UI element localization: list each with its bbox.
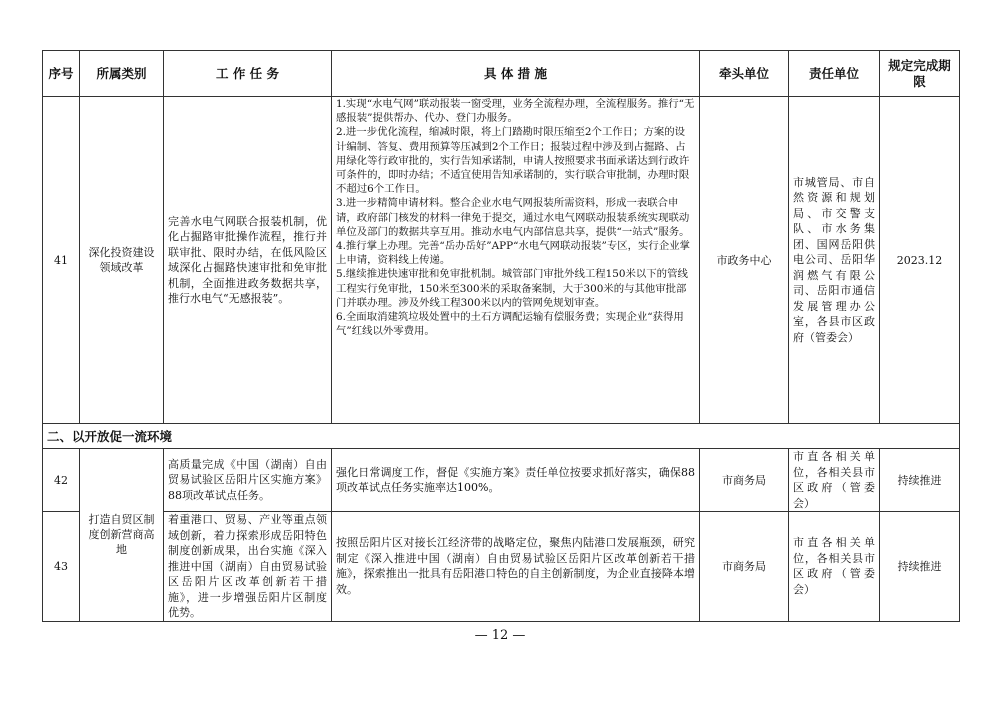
table-row-41: [43, 97, 960, 424]
row43-task: 着重港口、贸易、产业等重点领域创新，着力探索形成岳阳特色制度创新成果，出台实施《深入推进中国（湖南）自由贸易试验区岳阳片区改革创新若干措施》，进一步增强岳阳片区制度优势。: [164, 512, 332, 622]
row43-measures: 按照岳阳片区对接长江经济带的战略定位，聚焦内陆港口发展瓶颈，研究制定《深入推进中国（湖南）自由贸易试验区岳阳片区改革创新若干措施》，探索推出一批具有岳阳港口特色的自主创新制度，为企业直接降本增效。: [332, 512, 700, 622]
row43-responsible: 市直各相关单位，各相关县市区政府（管委会）: [789, 512, 880, 622]
row42-responsible: 市直各相关单位，各相关县市区政府（管委会）: [789, 449, 880, 512]
row42-deadline: 持续推进: [880, 449, 960, 512]
row41-deadline: 2023.12: [880, 97, 960, 424]
row41-lead: 市政务中心: [700, 97, 789, 424]
row43-deadline: 持续推进: [880, 512, 960, 622]
header-lead: 牵头单位: [700, 51, 789, 97]
row41-task: 完善水电气网联合报装机制，优化占掘路审批操作流程，推行并联审批、限时办结，在低风险区域深化占掘路快速审批和免审批机制，全面推进政务数据共享，推行水电气“无感报装”。: [164, 97, 332, 424]
header-seq: 序号: [43, 51, 80, 97]
row42-lead: 市商务局: [700, 449, 789, 512]
row41-responsible: 市城管局、市自然资源和规划局、市交警支队、市水务集团、国网岳阳供电公司、岳阳华润燃气有限公司、岳阳市通信发展管理办公室，各县市区政府（管委会）: [789, 97, 880, 424]
header-category: 所属类别: [80, 51, 164, 97]
row43-seq: 43: [43, 512, 80, 622]
row41-measure-1: 1.实现“水电气网”联动报装一窗受理，业务全流程办理，全流程服务。推行“无感报装”提供帮办、代办、登门办服务。: [336, 98, 695, 125]
row42-seq: 42: [43, 449, 80, 512]
row41-measure-2: 2.进一步优化流程，缩减时限，将上门踏勘时限压缩至2个工作日；方案的设计编制、答复、费用预算等压减到2个工作日；报装过程中涉及到占掘路、占用绿化等行政审批的，实行告知承诺制，申请人按照要求书面承诺达到行政许可条件的，即时办结；不适宜使用告知承诺制的，实行联合审批制，办理时限不超过6个工作日。: [336, 126, 690, 196]
group-category: 打造自贸区制度创新营商高地: [80, 449, 164, 622]
header-responsible: 责任单位: [789, 51, 880, 97]
row43-lead: 市商务局: [700, 512, 789, 622]
header-deadline: 规定完成期限: [880, 51, 960, 97]
row41-category: 深化投资建设领域改革: [80, 97, 164, 424]
table-row-43: [43, 512, 960, 622]
row41-measure-4: 4.推行掌上办理。完善“岳办岳好”APP“水电气网联动报装”专区，实行企业掌上申请，资料线上传递。: [336, 240, 690, 267]
header-measures: 具 体 措 施: [332, 51, 700, 97]
page-number: — 12 —: [474, 628, 526, 643]
row42-task: 高质量完成《中国（湖南）自由贸易试验区岳阳片区实施方案》88项改革试点任务。: [164, 449, 332, 512]
header-task: 工 作 任 务: [164, 51, 332, 97]
row41-seq: 41: [43, 97, 80, 424]
policy-table: [42, 50, 960, 622]
row42-measures: 强化日常调度工作，督促《实施方案》责任单位按要求抓好落实，确保88项改革试点任务实施率达100%。: [332, 449, 700, 512]
table-row-42: [43, 449, 960, 512]
row41-measures: [332, 97, 700, 424]
row41-measure-3: 3.进一步精简申请材料。整合企业水电气网报装所需资料，形成一表联合申请，政府部门核发的材料一律免于提交，通过水电气网联动报装系统实现联动单位及部门的数据共享互用。推动水电气内部信息共享，提供“一站式”服务。: [336, 197, 690, 238]
row41-measure-6: 6.全面取消建筑垃圾处置中的土石方调配运输有偿服务费；实现企业“获得用气”红线以外零费用。: [336, 311, 684, 338]
header-row: [43, 51, 960, 97]
row41-measure-5: 5.继续推进快速审批和免审批机制。城管部门审批外线工程150米以下的管线工程实行免审批，150米至300米的采取备案制，大于300米的与其他审批部门并联办理。涉及外线工程300米以内的管网免规划审查。: [336, 268, 688, 309]
section-heading: 二、以开放促一流环境: [43, 424, 960, 449]
section-row: [43, 424, 960, 449]
